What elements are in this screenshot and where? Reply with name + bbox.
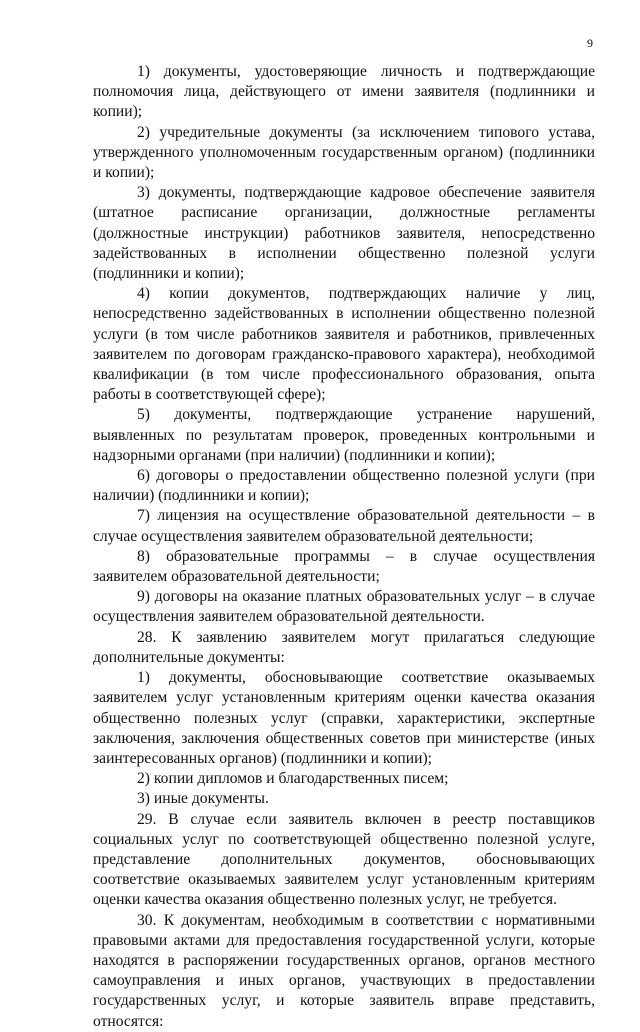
paragraph: 1) документы, обосновывающие соответствие оказываемых заявителем услуг установленным критериям оценки качества оказания общественно полезных услуг (справки, характеристики, экспертные заключения, заключения общественных советов при министерстве (иных заинтересованных органов) (подлинники и копии); <box>93 669 595 767</box>
paragraph: 2) копии дипломов и благодарственных писем; <box>137 770 449 788</box>
paragraph: 28. К заявлению заявителем могут прилагаться следующие дополнительные документы: <box>93 628 595 666</box>
paragraph: 29. В случае если заявитель включен в реестр поставщиков социальных услуг по соответствующей общественно полезной услуге, представление дополнительных документов, обосновывающих соответствие оказываемых заявителем услуг установленным критериям оценки качества оказания общественно полезных услуг, не требуется. <box>93 810 595 909</box>
paragraph: 3) иные документы. <box>137 790 269 808</box>
paragraph: 2) учредительные документы (за исключением типового устава, утвержденного уполномоченным государственным органом) (подлинники и копии); <box>93 123 595 182</box>
paragraph: 30. К документам, необходимым в соответствии с нормативными правовыми актами для предоставления государственной услуги, которые находятся в распоряжении государственных органов, органов местного самоуправления и иных органов, участвующих в предоставлении государственных услуг, и которые заявитель вправе представить, относятся: <box>93 911 595 1030</box>
page-number: 9 <box>587 36 593 50</box>
paragraph: 6) договоры о предоставлении общественно полезной услуги (при наличии) (подлинники и копии); <box>93 467 595 505</box>
paragraph: 9) договоры на оказание платных образовательных услуг – в случае осуществления заявителем образовательной деятельности. <box>93 588 595 626</box>
paragraph: 5) документы, подтверждающие устранение нарушений, выявленных по результатам проверок, проведенных контрольными и надзорными органами (при наличии) (подлинники и копии); <box>93 406 595 464</box>
paragraph: 3) документы, подтверждающие кадровое обеспечение заявителя (штатное расписание организации, должностные регламенты (должностные инструкции) работников заявителя, непосредственно задействованных в исполнении общественно полезной услуги (подлинники и копии); <box>93 184 595 283</box>
paragraph: 8) образовательные программы – в случае осуществления заявителем образовательной деятельности; <box>93 547 595 586</box>
paragraph: 7) лицензия на осуществление образовательной деятельности – в случае осуществления заявителем образовательной деятельности; <box>93 507 595 545</box>
document-body <box>93 62 595 1032</box>
paragraph: 4) копии документов, подтверждающих наличие у лиц, непосредственно задействованных в исполнении общественно полезной услуги (в том числе работников заявителя и работников, привлеченных заявителем по договорам гражданско-правового характера), необходимой квалификации (в том числе профессионального образования, опыта работы в соответствующей сфере); <box>93 285 595 404</box>
paragraph: 1) документы, удостоверяющие личность и подтверждающие полномочия лица, действующего от имени заявителя (подлинники и копии); <box>93 63 595 121</box>
